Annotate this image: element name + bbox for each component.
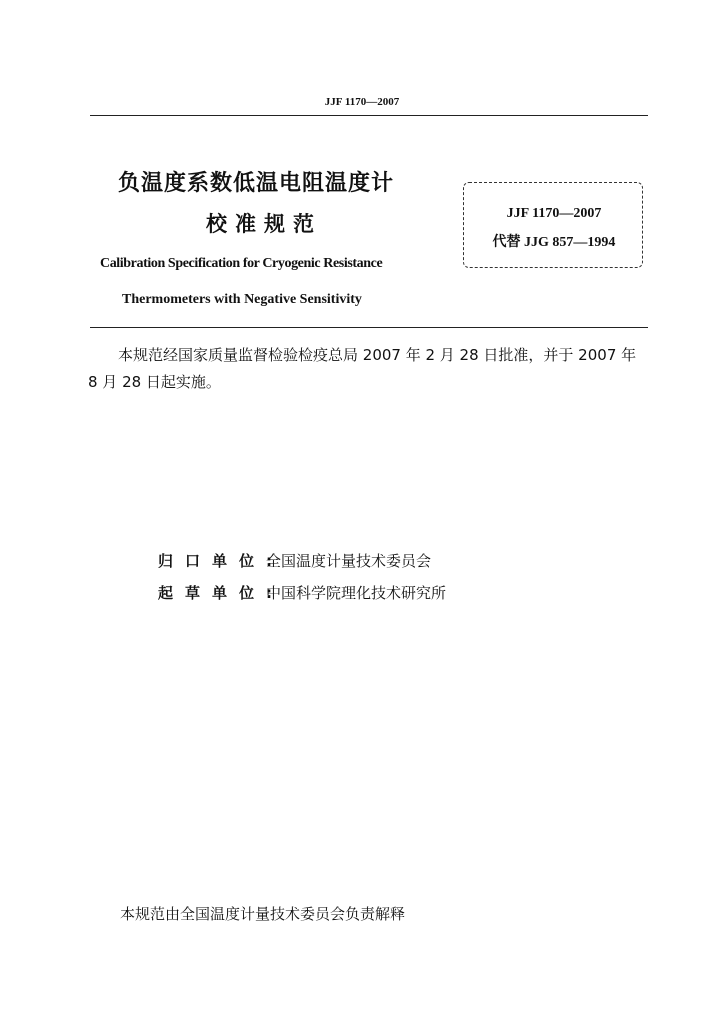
header-standard-code: JJF 1170—2007 <box>324 96 400 108</box>
title-chinese: 负温度系数低温电阻温度计 <box>118 171 395 196</box>
approval-paragraph <box>88 342 648 396</box>
title-english-line1: Calibration Specification for Cryogenic Resistance <box>100 256 383 271</box>
subtitle-chinese: 校准规范 <box>206 212 322 236</box>
approval-text: 本规范经国家质量监督检验检疫总局 2007 年 2 月 28 日批准，并于 2007 年 8 月 28 日起实施。 <box>88 346 637 391</box>
replaced-standard-code: 代替 JJG 857—1994 <box>492 235 616 250</box>
org-label: 归口单位: <box>158 552 284 570</box>
standard-code: JJF 1170—2007 <box>506 206 602 221</box>
org-row-drafting <box>158 582 446 603</box>
org-label: 起草单位: <box>158 584 284 602</box>
org-row-responsible <box>158 550 431 571</box>
org-value: 中国科学院理化技术研究所 <box>266 584 447 602</box>
header-rule <box>90 115 648 116</box>
interpretation-note: 本规范由全国温度计量技术委员会负责解释 <box>120 905 406 923</box>
title-english-line2: Thermometers with Negative Sensitivity <box>122 292 362 307</box>
org-value: 全国温度计量技术委员会 <box>266 552 432 570</box>
title-rule <box>90 327 648 328</box>
standard-code-box <box>463 182 643 268</box>
